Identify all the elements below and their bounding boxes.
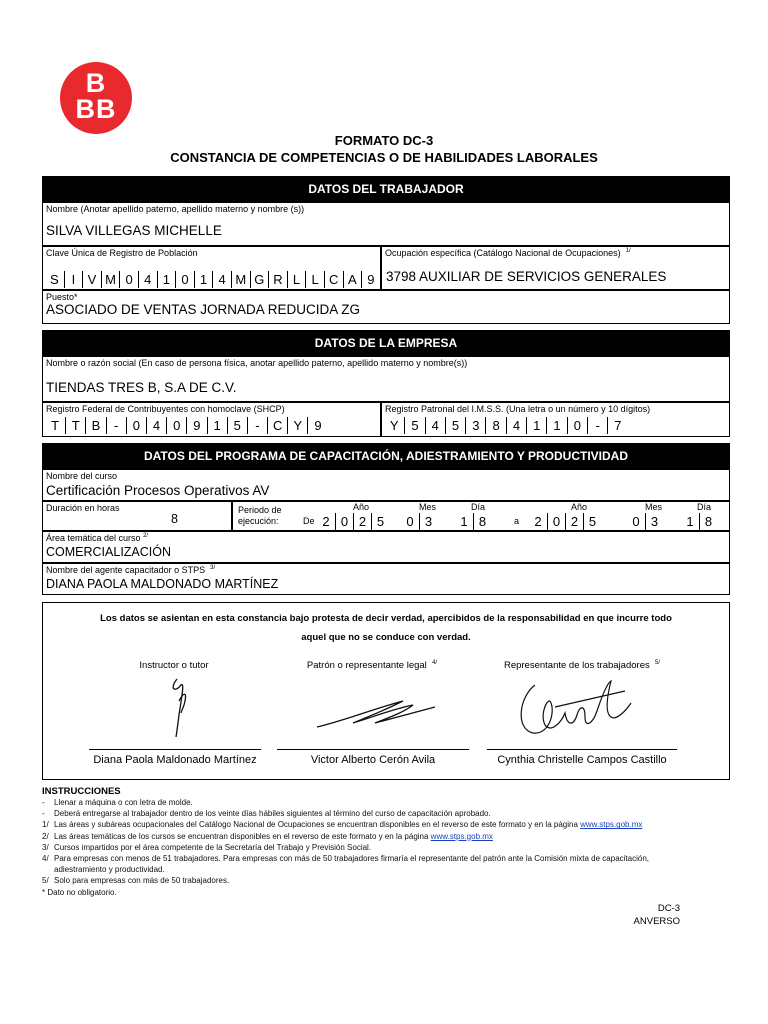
- periodo-label-2: ejecución:: [238, 516, 279, 526]
- signer-role-patron: [277, 660, 467, 671]
- fin-mes-cells: [627, 513, 663, 530]
- curp-char: M: [101, 271, 120, 288]
- imss-char: -: [587, 417, 607, 434]
- mes-inicio-label: Mes: [419, 502, 437, 512]
- periodo-label-1: Periodo de: [238, 505, 282, 515]
- instruction-text: adiestramiento y productividad.: [54, 865, 165, 875]
- instruction-text: * Dato no obligatorio.: [42, 887, 117, 897]
- instruction-text: Deberá entregarse al trabajador dentro de los veinte días hábiles siguientes al término del curso de capacitación aprobado.: [54, 809, 491, 819]
- signer-role-instructor: Instructor o tutor: [139, 660, 209, 671]
- imss-char: 4: [425, 417, 445, 434]
- puesto-value: ASOCIADO DE VENTAS JORNADA REDUCIDA ZG: [46, 302, 361, 317]
- curp-char: C: [324, 271, 343, 288]
- declaration-line-2: aquel que no se conduce con verdad.: [301, 632, 471, 643]
- mes-fin-label: Mes: [645, 502, 663, 512]
- imss-char: 5: [404, 417, 424, 434]
- footer-code: DC-3: [657, 903, 680, 914]
- instruction-text: Las áreas temáticas de los cursos se encuentran disponibles en el reverso de este formato y en la página: [54, 831, 429, 841]
- date-digit: 8: [699, 513, 717, 530]
- instruction-text: Llenar a máquina o con letra de molde.: [54, 798, 193, 807]
- curp-char: M: [231, 271, 250, 288]
- curp-char: 0: [175, 271, 194, 288]
- date-digit: 1: [460, 514, 468, 529]
- instruction-text: Solo para empresas con más de 50 trabajadores.: [54, 876, 230, 886]
- rfc-char: C: [267, 417, 287, 434]
- inicio-mes-cells: [401, 513, 437, 530]
- duracion-field-box: [42, 501, 232, 531]
- inicio-dia-cells: [455, 513, 491, 530]
- rfc-char: 9: [307, 417, 327, 434]
- curp-cells: [45, 271, 380, 288]
- agente-label-text: Nombre del agente capacitador o STPS: [46, 565, 206, 575]
- imss-char: 5: [445, 417, 465, 434]
- date-digit: 2: [534, 514, 542, 529]
- date-digit: 0: [406, 514, 414, 529]
- rfc-char: 9: [186, 417, 206, 434]
- ocupacion-note: 1/: [625, 248, 631, 254]
- form-title: FORMATO DC-3: [334, 133, 434, 148]
- logo-line-2: BB: [75, 94, 117, 124]
- instruction-mark: 2/: [42, 831, 49, 841]
- imss-char: 4: [506, 417, 526, 434]
- signer-role-patron-note: 4/: [432, 660, 438, 666]
- date-digit: 3: [419, 513, 437, 530]
- signer-name-instructor: Diana Paola Maldonado Martínez: [93, 754, 257, 766]
- area-field-box: [42, 531, 730, 563]
- stps-link[interactable]: www.stps.gob.mx: [430, 831, 493, 841]
- signature-section: [42, 602, 730, 780]
- instructions-list: [42, 798, 742, 899]
- instruction-item: [42, 876, 742, 887]
- curp-char: 1: [194, 271, 213, 288]
- instruction-item: [42, 888, 742, 899]
- puesto-label: Puesto*: [46, 292, 78, 302]
- imss-char: 7: [607, 417, 627, 434]
- area-note: 2/: [143, 533, 149, 539]
- nombre-field-box: [42, 202, 730, 246]
- duracion-label: Duración en horas: [46, 503, 120, 513]
- instruction-text: Para empresas con menos de 51 trabajadores. Para empresas con más de 50 trabajadores firmaría el representante del patrón ante la Comisión mixta de capacitación,: [54, 853, 649, 863]
- date-digit: 8: [473, 513, 491, 530]
- date-digit: 2: [565, 513, 583, 530]
- signer-role-trabajadores-note: 5/: [655, 660, 661, 666]
- instruction-mark: -: [42, 809, 45, 819]
- curso-field-box: [42, 469, 730, 501]
- signature-trabajadores: [515, 673, 635, 743]
- footer-side: ANVERSO: [633, 916, 680, 927]
- date-digit: 1: [686, 514, 694, 529]
- signer-role-trabajadores-text: Representante de los trabajadores: [503, 660, 650, 672]
- signer-name-trabajadores: Cynthia Christelle Campos Castillo: [497, 754, 667, 766]
- instruction-item: [42, 809, 742, 820]
- instruction-item: [42, 843, 742, 854]
- razon-field-box: [42, 356, 730, 402]
- imss-char: Y: [389, 418, 399, 433]
- rfc-char: 0: [126, 417, 146, 434]
- ocupacion-label: [385, 248, 631, 258]
- area-label-text: Área temática del curso: [46, 533, 141, 543]
- instruction-text: Cursos impartidos por el área competente de la Secretaría del Trabajo y Previsión Social.: [54, 842, 372, 852]
- rfc-char: T: [65, 417, 85, 434]
- instruction-item: [42, 865, 742, 876]
- agente-note: 3/: [210, 565, 216, 571]
- agente-label: [46, 565, 215, 575]
- rfc-char: -: [106, 417, 126, 434]
- anio-inicio-label: Año: [353, 502, 370, 512]
- instruction-mark: -: [42, 798, 45, 807]
- date-digit: 2: [322, 514, 330, 529]
- instruction-mark: 4/: [42, 853, 49, 863]
- rfc-cells: [45, 417, 328, 434]
- logo-line-1: B: [85, 68, 107, 98]
- a-label: a: [514, 516, 520, 526]
- dia-fin-label: Día: [697, 502, 712, 512]
- form-subtitle: CONSTANCIA DE COMPETENCIAS O DE HABILIDADES LABORALES: [170, 150, 598, 165]
- curp-char: V: [82, 271, 101, 288]
- area-label: [46, 533, 148, 543]
- curp-char: 4: [138, 271, 157, 288]
- rfc-char: T: [51, 418, 60, 433]
- signature-instructor: [161, 671, 201, 743]
- date-digit: 2: [353, 513, 371, 530]
- periodo-field-box: [232, 501, 730, 531]
- curp-char: L: [287, 271, 306, 288]
- fin-dia-cells: [681, 513, 717, 530]
- date-digit: 5: [583, 513, 601, 530]
- instruction-mark: 1/: [42, 820, 49, 830]
- instruction-mark: 5/: [42, 876, 49, 886]
- instruction-text: Las áreas y subáreas ocupacionales del Catálogo Nacional de Ocupaciones se encuentran disponibles en el reverso de este formato y en la página: [54, 820, 578, 830]
- curp-char: I: [64, 271, 83, 288]
- imss-cells: [384, 417, 628, 434]
- imss-char: 1: [526, 417, 546, 434]
- puesto-field-box: [42, 290, 730, 324]
- curp-char: G: [250, 271, 269, 288]
- signer-role-trabajadores: [487, 660, 677, 671]
- curp-char: 0: [119, 271, 138, 288]
- ocupacion-field-box: [381, 246, 730, 290]
- curp-field-box: [42, 246, 381, 290]
- duracion-value: 8: [171, 512, 178, 526]
- rfc-char: Y: [287, 417, 307, 434]
- rfc-char: B: [85, 417, 105, 434]
- rfc-char: 4: [146, 417, 166, 434]
- date-digit: 3: [645, 513, 663, 530]
- razon-label: Nombre o razón social (En caso de persona física, anotar apellido paterno, apellido materno y nombre(s)): [46, 358, 468, 368]
- ocupacion-value: 3798 AUXILIAR DE SERVICIOS GENERALES: [386, 269, 667, 284]
- curp-char: S: [49, 272, 59, 287]
- dia-inicio-label: Día: [471, 502, 486, 512]
- imss-field-box: [381, 402, 730, 437]
- inicio-anio-cells: [317, 513, 389, 530]
- declaration-line-1: Los datos se asientan en esta constancia bajo protesta de decir verdad, apercibidos de la responsabilidad en que incurre todo: [100, 613, 672, 624]
- agente-field-box: [42, 563, 730, 595]
- instructions-title: INSTRUCCIONES: [42, 786, 121, 797]
- imss-char: 1: [546, 417, 566, 434]
- section-header-programa: DATOS DEL PROGRAMA DE CAPACITACIÓN, ADIESTRAMIENTO Y PRODUCTIVIDAD: [42, 443, 730, 469]
- razon-value: TIENDAS TRES B, S.A DE C.V.: [46, 380, 237, 395]
- curp-char: R: [268, 271, 287, 288]
- curp-char: 4: [212, 271, 231, 288]
- date-digit: 0: [547, 513, 565, 530]
- curp-char: A: [343, 271, 362, 288]
- nombre-label: Nombre (Anotar apellido paterno, apellido materno y nombre (s)): [46, 204, 305, 214]
- signer-name-patron: Victor Alberto Cerón Avila: [310, 754, 436, 766]
- rfc-label: Registro Federal de Contribuyentes con homoclave (SHCP): [46, 404, 285, 414]
- rfc-field-box: [42, 402, 381, 437]
- company-logo: [60, 62, 132, 134]
- fin-anio-cells: [529, 513, 601, 530]
- stps-link[interactable]: www.stps.gob.mx: [580, 820, 643, 830]
- signature-line-trabajadores: [487, 749, 677, 750]
- instruction-item: [42, 854, 742, 865]
- date-digit: 5: [371, 513, 389, 530]
- imss-char: 8: [485, 417, 505, 434]
- instruction-mark: 3/: [42, 842, 49, 852]
- date-digit: 0: [335, 513, 353, 530]
- area-value: COMERCIALIZACIÓN: [46, 545, 172, 559]
- curso-label: Nombre del curso: [46, 471, 118, 481]
- imss-char: 0: [567, 417, 587, 434]
- signature-line-instructor: [89, 749, 261, 750]
- imss-char: 3: [465, 417, 485, 434]
- instruction-item: [42, 832, 742, 843]
- instruction-item: [42, 820, 742, 831]
- rfc-char: -: [247, 417, 267, 434]
- rfc-char: 1: [207, 417, 227, 434]
- section-header-trabajador: DATOS DEL TRABAJADOR: [42, 176, 730, 202]
- imss-label: Registro Patronal del I.M.S.S. (Una letra o un número y 10 dígitos): [385, 404, 651, 414]
- agente-value: DIANA PAOLA MALDONADO MARTÍNEZ: [46, 577, 279, 591]
- signer-role-patron-text: Patrón o representante legal: [306, 660, 427, 672]
- curp-char: L: [305, 271, 324, 288]
- signature-line-patron: [277, 749, 469, 750]
- ocupacion-label-text: Ocupación específica (Catálogo Nacional de Ocupaciones): [385, 248, 621, 258]
- signature-patron: [313, 693, 443, 733]
- nombre-value: SILVA VILLEGAS MICHELLE: [46, 223, 222, 238]
- curp-char: 1: [157, 271, 176, 288]
- anio-fin-label: Año: [571, 502, 588, 512]
- instruction-item: [42, 798, 742, 809]
- curso-value: Certificación Procesos Operativos AV: [46, 483, 270, 498]
- curp-char: 9: [361, 271, 380, 288]
- section-header-empresa: DATOS DE LA EMPRESA: [42, 330, 730, 356]
- rfc-char: 5: [227, 417, 247, 434]
- de-label: De: [303, 516, 315, 526]
- curp-label: Clave Única de Registro de Población: [46, 248, 198, 258]
- rfc-char: 0: [166, 417, 186, 434]
- date-digit: 0: [632, 514, 640, 529]
